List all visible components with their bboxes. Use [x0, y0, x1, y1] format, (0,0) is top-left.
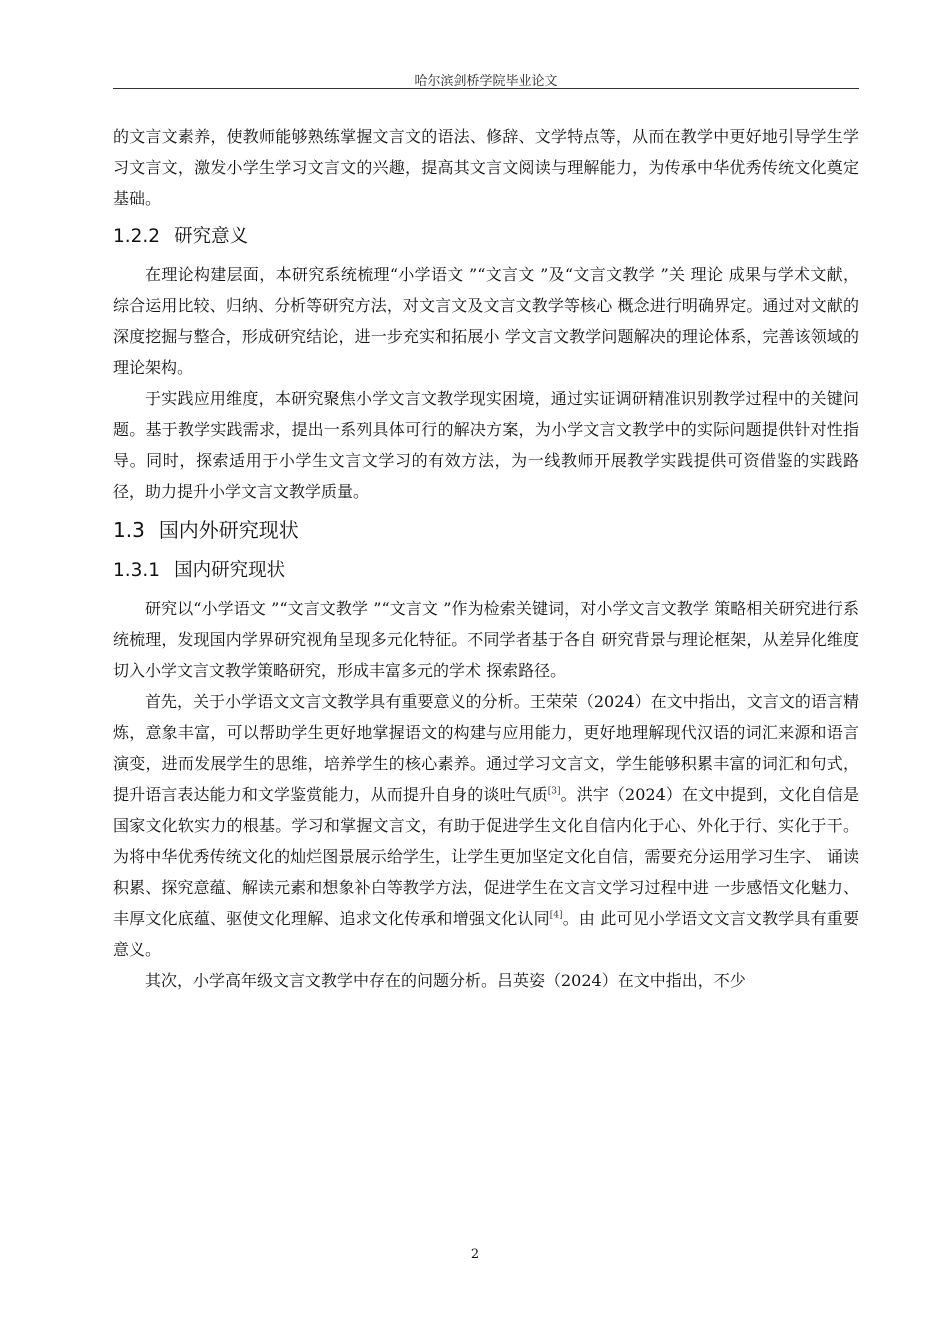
heading-title: 国内外研究现状 [158, 518, 299, 542]
paragraph-text: 首先，关于小学语文文言文教学具有重要意义的分析。王荣荣（2024）在文中指出，文言文的语言精炼，意象丰富，可以帮助学生更好地掌握语文的构建与应用能力，更好地理解现代汉语的词汇来源和语言演变，进而发展学生的思维，培养学生的核心素养。通过学习文言文，学生能够积累丰富的词汇和句式，提升语言表达能力和文学鉴赏能力，从而提升自身的谈吐气质 [113, 692, 859, 804]
paragraph-significance [113, 686, 859, 965]
citation-ref-3: [3] [547, 786, 561, 797]
paragraph-text: 。洪宇（2024）在文中提到，文化自信是国家文化软实力的根基。学习和掌握文言文，有助于促进学生文化自信内化于心、外化于行、实化于干。为将中华优秀传统文化的灿烂图景展示给学生，让学生更加坚定文化自信，需要充分运用学习生字、 诵读积累、探究意蕴、解读元素和想象补白等教学方法，促进学生在文言文学习过程中进 一步感悟文化魅力、丰厚文化底蕴、驱使文化理解、追求文化传承和增强文化认同 [113, 785, 859, 928]
heading-1-3 [113, 513, 859, 547]
heading-title: 国内研究现状 [174, 560, 286, 581]
heading-number: 1.3.1 [113, 560, 161, 581]
heading-1-3-1 [113, 555, 859, 586]
page-number: 2 [470, 1247, 480, 1262]
page-body [113, 121, 859, 996]
heading-number: 1.3 [113, 518, 145, 542]
paragraph-continued: 的文言文素养，使教师能够熟练掌握文言文的语法、修辞、文学特点等，从而在教学中更好地引导学生学习文言文，激发小学生学习文言文的兴趣，提高其文言文阅读与理解能力，为传承中华优秀传统文化奠定基础。 [113, 127, 859, 208]
heading-title: 研究意义 [174, 226, 249, 247]
paragraph-text: 。由 此可见小学语文文言文教学具有重要意义。 [113, 909, 859, 959]
paragraph-theory: 在理论构建层面，本研究系统梳理“小学语文 ”“文言文 ”及“文言文教学 ”关 理论 成果与学术文献，综合运用比较、归纳、分析等研究方法，对文言文及文言文教学等核心 概念进行明确界定。通过对文献的深度挖掘与整合，形成研究结论，进一步充实和拓展小 学文言文教学问题解决的理论体系，完善该领域的理论架构。 [113, 265, 859, 377]
header-rule [113, 88, 859, 89]
paragraph-domestic-overview: 研究以“小学语文 ”“文言文教学 ”“文言文 ”作为检索关键词，对小学文言文教学 策略相关研究进行系统梳理，发现国内学界研究视角呈现多元化特征。不同学者基于各自 研究背景与理论框架，从差异化维度切入小学文言文教学策略研究，形成丰富多元的学术 探索路径。 [113, 599, 859, 680]
running-header: 哈尔滨剑桥学院毕业论文 [414, 74, 558, 89]
paragraph-practice: 于实践应用维度，本研究聚焦小学文言文教学现实困境，通过实证调研精准识别教学过程中的关键问题。基于教学实践需求，提出一系列具体可行的解决方案，为小学文言文教学中的实际问题提供针对性指导。同时，探索适用于小学生文言文学习的有效方法，为一线教师开展教学实践提供可资借鉴的实践路径，助力提升小学文言文教学质量。 [113, 389, 859, 501]
heading-1-2-2 [113, 221, 859, 252]
citation-ref-4: [4] [549, 910, 563, 921]
paragraph-problems: 其次，小学高年级文言文教学中存在的问题分析。吕英姿（2024）在文中指出，不少 [145, 971, 746, 990]
heading-number: 1.2.2 [113, 226, 161, 247]
